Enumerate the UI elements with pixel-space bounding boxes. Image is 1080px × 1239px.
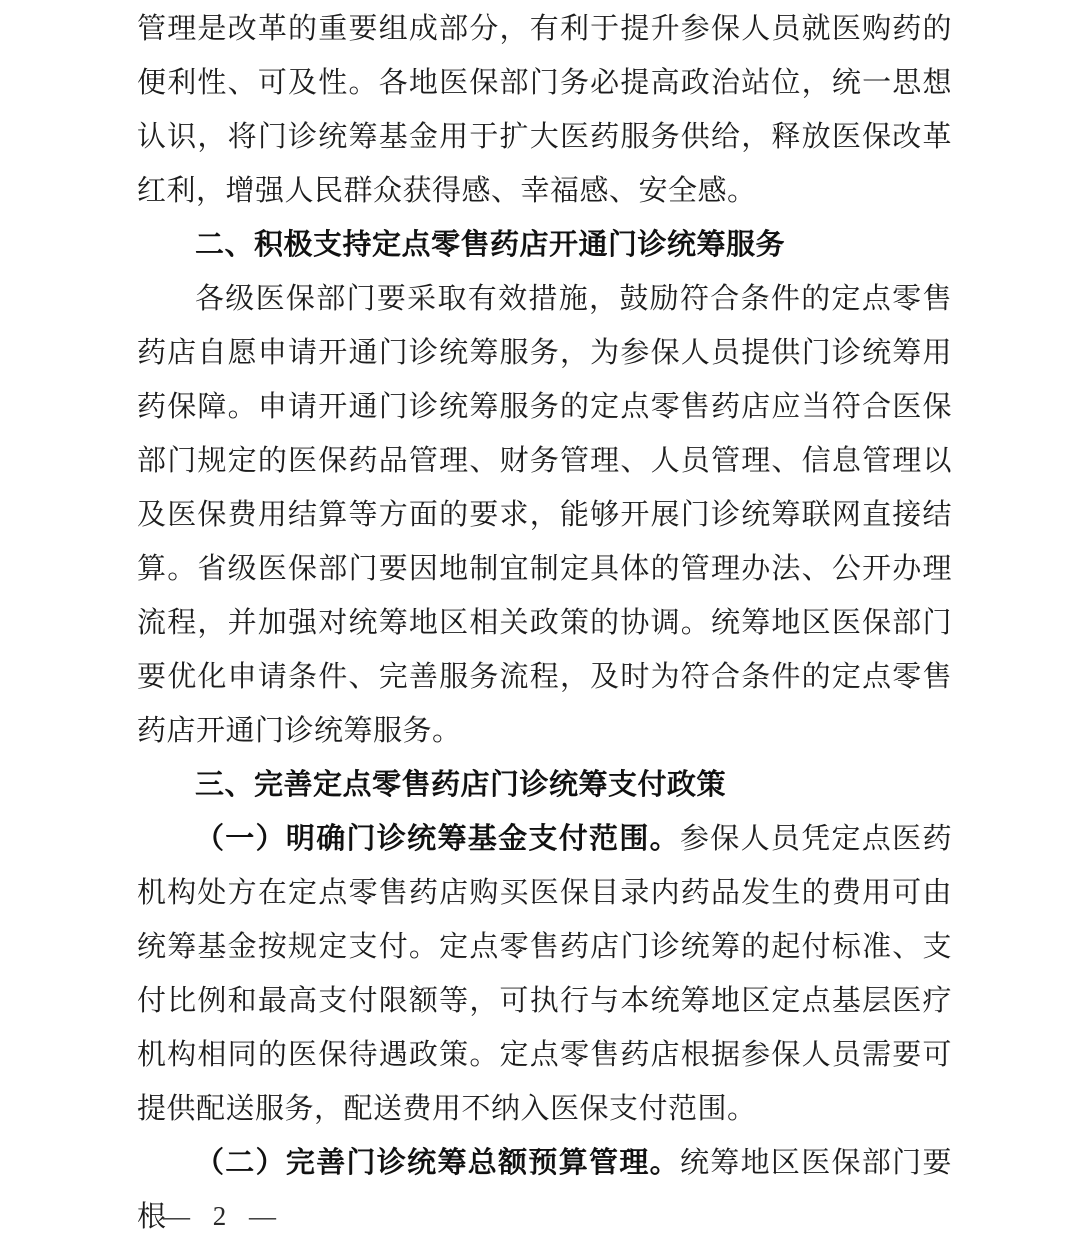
paragraph-section-2-body: 各级医保部门要采取有效措施，鼓励符合条件的定点零售药店自愿申请开通门诊统筹服务，为参保人员提供门诊统筹用药保障。申请开通门诊统筹服务的定点零售药店应当符合医保部门规定的医保药品管理、财务管理、人员管理、信息管理以及医保费用结算等方面的要求，能够开展门诊统筹联网直接结算。省级医保部门要因地制宜制定具体的管理办法、公开办理流程，并加强对统筹地区相关政策的协调。统筹地区医保部门要优化申请条件、完善服务流程，及时为符合条件的定点零售药店开通门诊统筹服务。 bbox=[137, 283, 952, 747]
paragraph-continuation: 管理是改革的重要组成部分，有利于提升参保人员就医购药的便利性、可及性。各地医保部门务必提高政治站位，统一思想认识，将门诊统筹基金用于扩大医药服务供给，释放医保改革红利，增强人民群众获得感、幸福感、安全感。 bbox=[137, 13, 952, 207]
section-heading-2: 二、积极支持定点零售药店开通门诊统筹服务 bbox=[195, 229, 786, 261]
page-number: — 2 — bbox=[163, 1201, 278, 1231]
paragraph-item-2-text: 统筹地区医保部门要根 bbox=[137, 1147, 952, 1233]
paragraph-item-1-lead: （一）明确门诊统筹基金支付范围。 bbox=[195, 823, 680, 855]
paragraph-item-2-lead: （二）完善门诊统筹总额预算管理。 bbox=[195, 1147, 680, 1179]
paragraph-item-1 bbox=[137, 812, 952, 1136]
paragraph-item-1-text: 参保人员凭定点医药机构处方在定点零售药店购买医保目录内药品发生的费用可由统筹基金按规定支付。定点零售药店门诊统筹的起付标准、支付比例和最高支付限额等，可执行与本统筹地区定点基层医疗机构相同的医保待遇政策。定点零售药店根据参保人员需要可提供配送服务，配送费用不纳入医保支付范围。 bbox=[137, 823, 952, 1125]
section-heading-3: 三、完善定点零售药店门诊统筹支付政策 bbox=[195, 769, 727, 801]
